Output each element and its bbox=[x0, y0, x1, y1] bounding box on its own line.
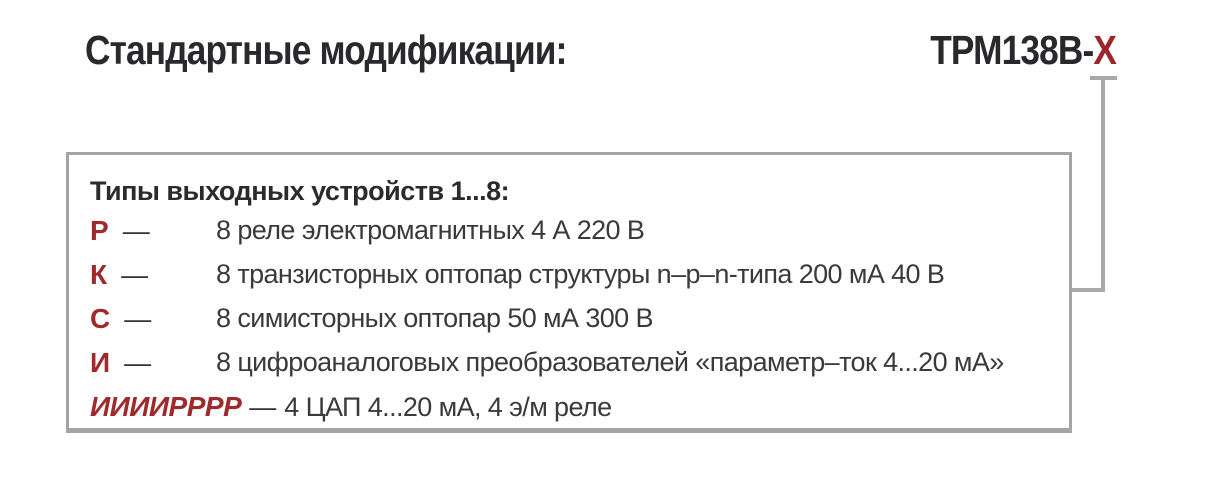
code-letter-s: С bbox=[90, 303, 111, 334]
code-cell bbox=[90, 211, 216, 255]
code-cell bbox=[90, 255, 216, 299]
dash: — bbox=[122, 216, 150, 246]
code-cell bbox=[90, 299, 216, 343]
code-letter-i: И bbox=[90, 347, 111, 378]
description-s: 8 симисторных оптопар 50 мА 300 В bbox=[216, 303, 653, 333]
dash: — bbox=[124, 304, 152, 334]
dash: — bbox=[124, 348, 152, 378]
model-prefix: ТРМ138В- bbox=[930, 27, 1094, 73]
dash: — bbox=[249, 392, 277, 422]
dash: — bbox=[121, 260, 149, 290]
description-r: 8 реле электромагнитных 4 А 220 В bbox=[216, 215, 645, 245]
code-letter-r: Р bbox=[90, 215, 109, 246]
list-item-iiiirrrr bbox=[90, 387, 1059, 431]
box-heading: Типы выходных устройств 1...8: bbox=[90, 176, 510, 206]
description-iiiirrrr: 4 ЦАП 4...20 мА, 4 э/м реле bbox=[284, 392, 612, 422]
connector-horizontal-line bbox=[1072, 288, 1105, 292]
list-item-r bbox=[90, 211, 1059, 255]
list-item-s bbox=[90, 299, 1059, 343]
list-item-i bbox=[90, 343, 1059, 387]
code-letters-iiiirrrr: ИИИИРРРР bbox=[90, 391, 242, 422]
code-cell bbox=[90, 343, 216, 387]
model-x-placeholder: X bbox=[1093, 27, 1116, 73]
model-code bbox=[930, 27, 1116, 74]
connector-vertical-line bbox=[1101, 76, 1105, 292]
description-i: 8 цифроаналоговых преобразователей «параметр–ток 4...20 мА» bbox=[216, 347, 1004, 377]
code-letter-k: К bbox=[90, 259, 108, 290]
description-k: 8 транзисторных оптопар структуры n–p–n-типа 200 мА 40 В bbox=[216, 259, 945, 289]
output-types-box bbox=[66, 152, 1072, 433]
list-item-k bbox=[90, 255, 1059, 299]
page-title: Стандартные модификации: bbox=[85, 27, 567, 73]
